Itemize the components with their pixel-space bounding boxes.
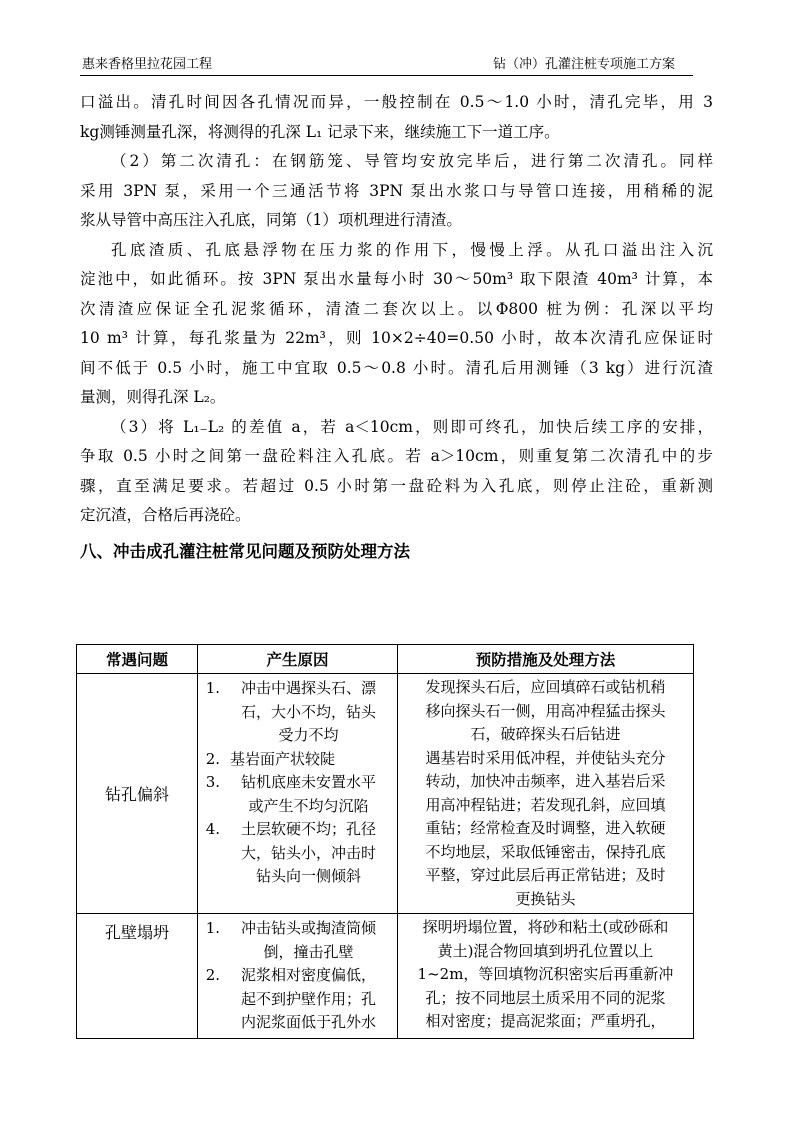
table-row — [77, 674, 694, 914]
cause-number: 2. — [205, 749, 220, 768]
measure-line: 转动，加快冲击频率，进入基岩后采 — [425, 772, 666, 790]
body-text — [80, 88, 713, 567]
measure-line: 更换钻头 — [515, 889, 576, 908]
measure-line: 不均地层，采取低锤密击，保持孔底 — [425, 842, 666, 861]
text-line: 淀池中，如此循环。按 3PN 泵出水量每小时 30～50m³ 取下限渣 40m³ 计算，本 — [80, 270, 713, 288]
measure-line: 平整，穿过此层后再正常钻进；及时 — [425, 866, 666, 884]
cause-item — [198, 917, 391, 964]
text-line: 采用 3PN 泵，采用一个三通活节将 3PN 泵出水浆口与导管口连接，用稍稀的泥 — [80, 181, 713, 200]
cause-text — [226, 748, 391, 772]
cause-text — [226, 677, 391, 748]
cause-line: 泥浆相对密度偏低， — [240, 966, 376, 984]
measure-line: 发现探头石后，应回填碎石或钻机稍 — [425, 678, 666, 696]
measure-line: 1~2m，等回填物沉积密实后再重新冲 — [417, 965, 674, 983]
causes-cell — [198, 674, 398, 914]
measure-line: 黄土)混合物回填到坍孔位置以上 — [437, 941, 654, 960]
cause-text — [226, 917, 391, 964]
cause-line: 起不到护壁作用；孔 — [240, 989, 376, 1008]
cause-line: 冲击中遇探头石、漂 — [240, 679, 376, 697]
measure-line: 石，破碎探头石后钻进 — [470, 725, 621, 743]
cause-text — [226, 964, 391, 1035]
text-line: kg测锤测量孔深，将测得的孔深 L₁ 记录下来，继续施工下一道工序。 — [80, 122, 560, 141]
text-line: 10 m³ 计算，每孔浆量为 22m³，则 10×2÷40=0.50 小时，故本次清孔应保证时 — [80, 329, 713, 347]
cause-line: 基岩面产状较陡 — [230, 749, 336, 768]
text-line: （3）将 L₁₋L₂ 的差值 a，若 a＜10cm，则即可终孔，加快后续工序的安排， — [111, 417, 713, 436]
text-line: （2）第二次清孔：在钢筋笼、导管均安放完毕后，进行第二次清孔。同样 — [111, 152, 713, 170]
text-line: 骤，直至满足要求。若超过 0.5 小时第一盘砼料为入孔底，则停止注砼，重新测 — [80, 476, 713, 495]
text-line: 争取 0.5 小时之间第一盘砼料注入孔底。若 a＞10cm，则重复第二次清孔中的步 — [80, 447, 713, 465]
column-header-cause: 产生原因 — [198, 645, 398, 674]
cause-number: 4. — [205, 820, 220, 838]
header-project-name: 惠来香格里拉花园工程 — [82, 57, 213, 72]
text-line: 口溢出。清孔时间因各孔情况而异，一般控制在 0.5～1.0 小时，清孔完毕，用 3 — [80, 93, 713, 111]
column-header-measures: 预防措施及处理方法 — [398, 645, 694, 674]
measure-line: 用高冲程钻进；若发现孔斜，应回填 — [425, 795, 666, 814]
cause-line: 钻机底座未安置水平 — [240, 773, 376, 791]
measure-line: 遇基岩时采用低冲程，并使钻头充分 — [425, 748, 666, 767]
text-line: 次清渣应保证全孔泥浆循环，清渣二套次以上。以Φ800 桩为例：孔深以平均 — [80, 299, 713, 318]
measure-line: 移向探头石一侧，用高冲程猛击探头 — [425, 701, 666, 720]
section-heading: 八、冲击成孔灌注桩常见问题及预防处理方法 — [80, 541, 410, 561]
paragraph-1 — [80, 88, 713, 147]
cause-line: 或产生不均匀沉陷 — [248, 796, 369, 815]
cause-line: 石，大小不均，钻头 — [240, 702, 376, 721]
text-line: 间不低于 0.5 小时，施工中宜取 0.5～0.8 小时。清孔后用测锤（3 kg）进行沉渣 — [80, 358, 713, 377]
problem-cell: 钻孔偏斜 — [77, 674, 198, 914]
text-line: 孔底渣质、孔底悬浮物在压力浆的作用下，慢慢上浮。从孔口溢出注入沉 — [111, 240, 713, 259]
cause-text — [226, 818, 391, 889]
text-line: 定沉渣，合格后再浇砼。 — [80, 506, 251, 524]
measures-cell — [398, 674, 694, 914]
cause-line: 受力不均 — [278, 726, 339, 744]
cause-line: 大，钻头小，冲击时 — [240, 843, 376, 862]
measure-line: 探明坍塌位置，将砂和粘土(或砂砾和 — [422, 918, 669, 936]
problem-cell: 孔壁塌坍 — [77, 914, 198, 1039]
cause-item — [198, 818, 391, 889]
table-header-row — [77, 645, 694, 674]
cause-line: 冲击钻头或掏渣筒倾 — [240, 919, 376, 937]
cause-number: 1. — [205, 679, 220, 697]
text-line: 量测，则得孔深 L₂。 — [80, 388, 226, 406]
header-document-title: 钻（冲）孔灌注桩专项施工方案 — [492, 57, 675, 72]
cause-number: 1. — [205, 919, 220, 937]
cause-number: 3. — [205, 773, 220, 791]
cause-item — [198, 677, 391, 748]
cause-line: 钻头向一侧倾斜 — [255, 867, 361, 885]
paragraph-2 — [80, 147, 713, 236]
cause-line: 倒，撞击孔壁 — [263, 942, 354, 961]
cause-item — [198, 771, 391, 818]
problems-table — [76, 644, 694, 1039]
page-header — [80, 58, 693, 76]
column-header-problem: 常遇问题 — [77, 645, 198, 674]
cause-item — [198, 964, 391, 1035]
cause-text — [226, 771, 391, 818]
cause-line: 内泥浆面低于孔外水 — [240, 1013, 376, 1031]
cause-number: 2. — [205, 966, 220, 984]
paragraph-3 — [80, 236, 713, 413]
measure-line: 孔；按不同地层土质采用不同的泥浆 — [425, 988, 666, 1007]
causes-cell — [198, 914, 398, 1039]
table-row — [77, 914, 694, 1039]
cause-line: 土层软硬不均；孔径 — [240, 820, 376, 838]
measures-cell — [398, 914, 694, 1039]
text-line: 浆从导管中高压注入孔底，同第（1）项机理进行清渣。 — [80, 211, 462, 229]
paragraph-4 — [80, 413, 713, 531]
measure-line: 重钻；经常检查及时调整，进入软硬 — [425, 819, 666, 837]
measure-line: 相对密度；提高泥浆面；严重坍孔， — [425, 1012, 666, 1030]
cause-item — [198, 748, 391, 772]
